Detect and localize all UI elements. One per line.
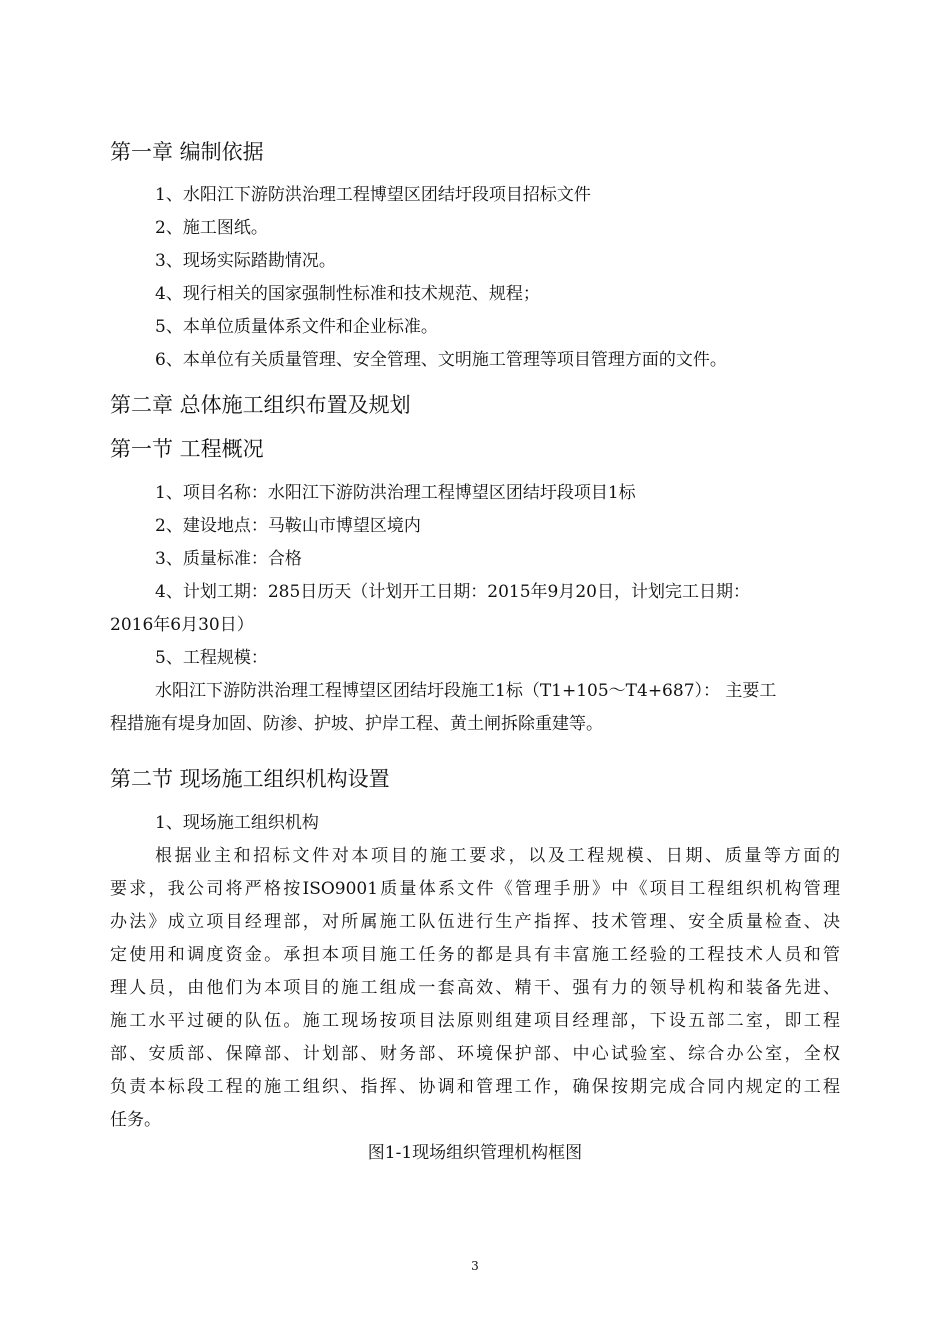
scale-description-line1: 水阳江下游防洪治理工程博望区团结圩段施工1标（T1+105～T4+687）： 主要工	[155, 681, 777, 701]
project-name-item: 1、项目名称：水阳江下游防洪治理工程博望区团结圩段项目1标	[155, 483, 636, 503]
scale-description-line2: 程措施有堤身加固、防渗、护坡、护岸工程、黄土闸拆除重建等。	[110, 714, 603, 734]
chapter1-item-6: 6、本单位有关质量管理、安全管理、文明施工管理等项目管理方面的文件。	[155, 350, 727, 370]
paragraph-line: 部、安质部、保障部、计划部、财务部、环境保护部、中心试验室、综合办公室，全权	[110, 1044, 840, 1064]
quality-item: 3、质量标准：合格	[155, 549, 302, 569]
paragraph-line: 根据业主和招标文件对本项目的施工要求，以及工程规模、日期、质量等方面的	[155, 846, 840, 866]
org-structure-item: 1、现场施工组织机构	[155, 813, 319, 833]
chapter1-heading: 第一章 编制依据	[110, 140, 264, 164]
paragraph-line: 要求，我公司将严格按ISO9001质量体系文件《管理手册》中《项目工程组织机构管理	[110, 879, 840, 899]
page-number: 3	[471, 1259, 479, 1273]
schedule-item-line1: 4、计划工期：285日历天（计划开工日期：2015年9月20日，计划完工日期：	[155, 582, 750, 602]
chapter2-heading: 第二章 总体施工组织布置及规划	[110, 393, 411, 417]
paragraph-line: 理人员，由他们为本项目的施工组成一套高效、精干、强有力的领导机构和装备先进、	[110, 978, 840, 998]
scale-item: 5、工程规模：	[155, 648, 268, 668]
section2-heading: 第二节 现场施工组织机构设置	[110, 767, 390, 791]
paragraph-line: 定使用和调度资金。承担本项目施工任务的都是具有丰富施工经验的工程技术人员和管	[110, 945, 840, 965]
paragraph-line: 施工水平过硬的队伍。施工现场按项目法原则组建项目经理部，下设五部二室，即工程	[110, 1011, 840, 1031]
chapter1-item-1: 1、水阳江下游防洪治理工程博望区团结圩段项目招标文件	[155, 185, 591, 205]
figure-caption: 图1-1现场组织管理机构框图	[367, 1143, 583, 1163]
paragraph-line: 负责本标段工程的施工组织、指挥、协调和管理工作，确保按期完成合同内规定的工程	[110, 1077, 840, 1097]
paragraph-line: 办法》成立项目经理部，对所属施工队伍进行生产指挥、技术管理、安全质量检查、决	[110, 912, 840, 932]
chapter1-item-5: 5、本单位质量体系文件和企业标准。	[155, 317, 438, 337]
chapter1-item-2: 2、施工图纸。	[155, 218, 268, 238]
chapter1-item-4: 4、现行相关的国家强制性标准和技术规范、规程；	[155, 284, 540, 304]
location-item: 2、建设地点：马鞍山市博望区境内	[155, 516, 421, 536]
paragraph-line: 任务。	[110, 1110, 161, 1130]
chapter1-item-3: 3、现场实际踏勘情况。	[155, 251, 336, 271]
schedule-item-line2: 2016年6月30日）	[110, 615, 254, 635]
section1-heading: 第一节 工程概况	[110, 437, 264, 461]
